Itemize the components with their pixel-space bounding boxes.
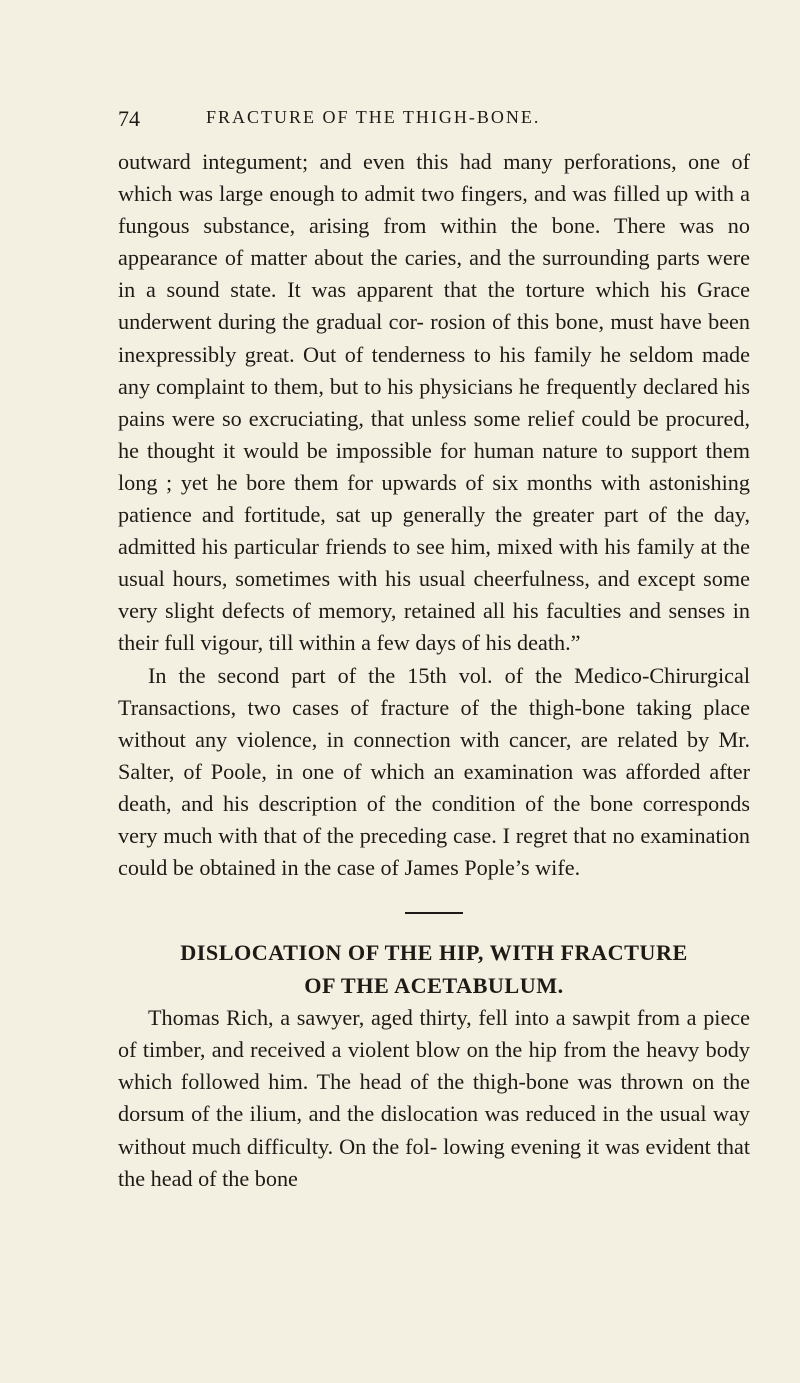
body-paragraph-continuation: outward integument; and even this had many perforations, one of which was large enough to admit two fingers, and was filled up with a fungous substance, arising from within the bone. There was no appearance of matter about the caries, and the surrounding parts were in a sound state. It was apparent that the torture which his Grace underwent during the gradual cor- rosion of this bone, must have been inexpressibly great. Out of tenderness to his family he seldom made any complaint to them, but to his physicians he frequently declared his pains were so excruciating, that unless some relief could be procured, he thought it would be impossible for human nature to support them long ; yet he bore them for upwards of six months with astonishing patience and fortitude, sat up generally the greater part of the day, admitted his particular friends to see him, mixed with his family at the usual hours, sometimes with his usual cheerfulness, and except some very slight defects of memory, retained all his faculties and senses in their full vigour, till within a few days of his death.”	[118, 149, 750, 656]
section-heading	[118, 936, 750, 1002]
running-head	[118, 106, 748, 136]
page-body	[118, 146, 750, 1195]
page-number: 74	[118, 106, 140, 131]
running-title: FRACTURE OF THE THIGH-BONE.	[206, 107, 541, 127]
body-paragraph-medico-chirurgical: In the second part of the 15th vol. of the Medico-Chirurgical Transactions, two cases of fracture of the thigh-bone taking place without any violence, in connection with cancer, are related by Mr. Salter, of Poole, in one of which an examination was afforded after death, and his description of the condition of the bone corresponds very much with that of the preceding case. I regret that no examination could be obtained in the case of James Pople’s wife.	[118, 662, 750, 881]
section-divider	[405, 912, 463, 914]
section-heading-line-2: OF THE ACETABULUM.	[304, 973, 564, 999]
section-heading-line-1: DISLOCATION OF THE HIP, WITH FRACTURE	[180, 940, 688, 966]
section-paragraph-thomas-rich: Thomas Rich, a sawyer, aged thirty, fell into a sawpit from a piece of timber, and received a violent blow on the hip from the heavy body which followed him. The head of the thigh-bone was thrown on the dorsum of the ilium, and the dislocation was reduced in the usual way without much difficulty. On the fol- lowing evening it was evident that the head of the bone	[118, 1005, 750, 1191]
